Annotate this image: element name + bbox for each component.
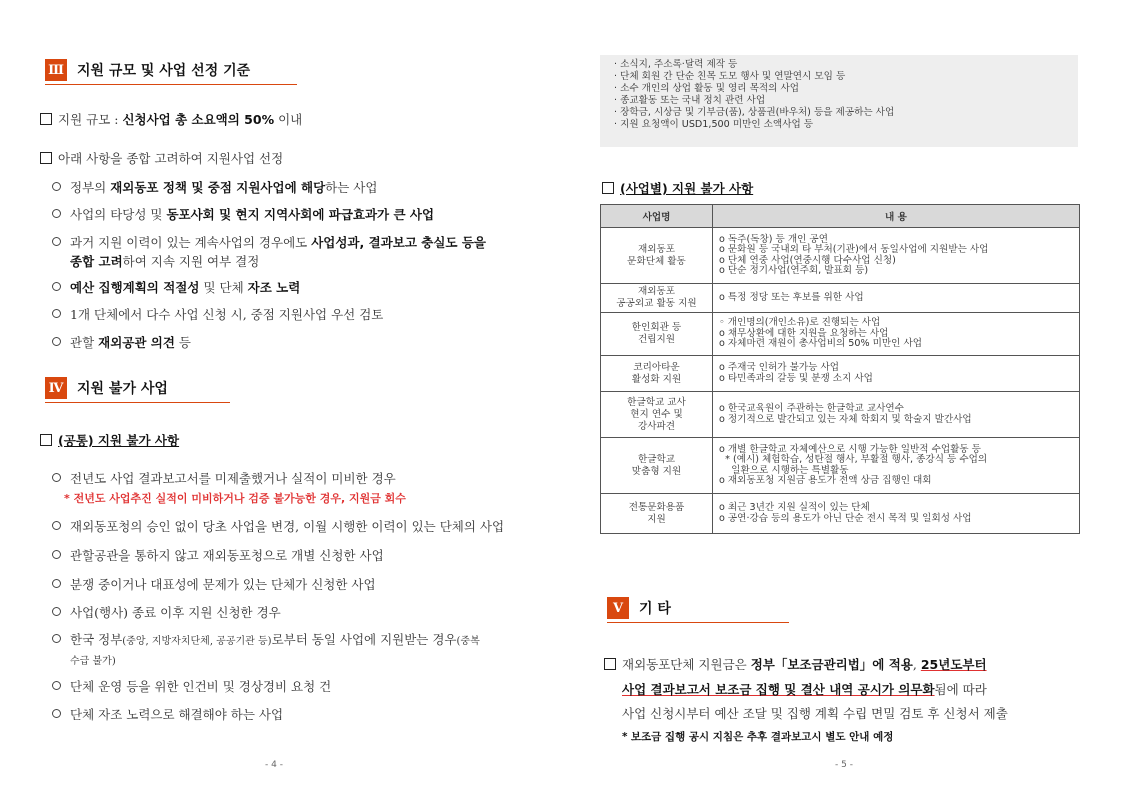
content-line: o 문화원 등 국내외 타 부처(기관)에서 동일사업에 지원받는 사업 [719, 244, 989, 255]
criteria-intro-text: 아래 사항을 종합 고려하여 지원사업 선정 [58, 151, 284, 166]
criteria-bullet-6-bold: 재외공관 의견 [98, 335, 175, 350]
criteria-bullet-6-post: 등 [174, 335, 191, 350]
content-line: o 단순 정기사업(연주회, 발표회 등) [719, 265, 869, 276]
table-row [601, 438, 1080, 494]
checkbox-icon [40, 434, 52, 446]
content-line: o 재외동포청 지원금 용도가 전액 상금 집행인 대회 [719, 475, 932, 486]
project-name-line: 공공외교 활동 지원 [616, 298, 697, 309]
other-note [622, 729, 893, 744]
other-note-text: 보조금 집행 공시 지침은 추후 결과보고시 별도 안내 예정 [630, 731, 894, 743]
table-cell-content [713, 356, 1080, 392]
project-name-line: 전통문화용품 [628, 501, 685, 513]
criteria-bullet-1-pre: 정부의 [70, 180, 111, 195]
content-line: o 한국교육원이 주관하는 한글학교 교사연수 [719, 403, 904, 414]
table-header-row [601, 205, 1080, 228]
table-cell-content [713, 392, 1080, 438]
content-line: o 공연·강습 등의 용도가 아닌 단순 전시 목적 및 일회성 사업 [719, 512, 972, 524]
restriction-6-small: (중앙, 지방자치단체, 공공기관 등) [122, 636, 272, 647]
criteria-bullet-4-post: 및 단체 [199, 280, 248, 295]
section-4-number: Ⅳ [45, 377, 67, 399]
common-restrictions-title: (공통) 지원 불가 사항 [58, 433, 180, 448]
bullet-circle-icon [52, 521, 61, 530]
content-line: o 단체 연중 사업(연중시행 다수사업 신청) [719, 254, 896, 266]
criteria-bullet-3-cont-post: 하여 지속 지원 여부 결정 [122, 254, 260, 269]
project-name-line: 한글학교 교사 [627, 396, 686, 408]
table-cell-content [713, 284, 1080, 313]
bullet-circle-icon [52, 337, 61, 346]
table-cell-content [713, 228, 1080, 284]
table-header-project: 사업명 [601, 205, 713, 228]
project-name-line: 지원 [647, 513, 666, 525]
criteria-bullet-3-cont-bold: 종합 고려 [70, 254, 123, 269]
restriction-7-text: 단체 운영 등을 위한 인건비 및 경상경비 요청 건 [70, 679, 332, 694]
section-4-heading [45, 377, 168, 399]
content-line: o 독주(독창) 등 개인 공연 [719, 233, 828, 245]
restriction-6-mid: 로부터 동일 사업에 지원받는 경우 [271, 632, 457, 647]
criteria-bullet-3-bold: 사업성과, 결과보고 충실도 등을 [311, 235, 486, 250]
table-header-content: 내 용 [713, 205, 1080, 228]
project-name-line: 재외동포 [637, 286, 676, 297]
criteria-intro [40, 149, 283, 167]
excluded-item: · 지원 요청액이 USD1,500 미만인 소액사업 등 [614, 119, 814, 130]
per-project-restrictions-title: (사업별) 지원 불가 사항 [620, 181, 754, 196]
restriction-1-text: 전년도 사업 결과보고서를 미제출했거나 실적이 미비한 경우 [70, 471, 396, 486]
checkbox-icon [602, 182, 614, 194]
bullet-circle-icon [52, 634, 61, 643]
content-line: 일환으로 시행하는 특별활동 [719, 464, 849, 476]
criteria-bullet-3 [52, 233, 486, 251]
restriction-5-text: 사업(행사) 종료 이후 지원 신청한 경우 [70, 605, 281, 620]
bullet-circle-icon [52, 182, 61, 191]
criteria-bullet-2-bold: 동포사회 및 현지 지역사회에 파급효과가 큰 사업 [166, 207, 435, 222]
section-3-number: Ⅲ [45, 59, 67, 81]
criteria-bullet-1-post: 하는 사업 [325, 180, 378, 195]
criteria-bullet-1 [52, 178, 377, 196]
restriction-8 [52, 705, 283, 723]
restriction-1 [52, 469, 396, 487]
bullet-circle-icon [52, 309, 61, 318]
restriction-2-text: 재외동포청의 승인 없이 당초 사업을 변경, 이월 시행한 이력이 있는 단체의 사업 [70, 519, 505, 534]
right-page [560, 0, 1121, 793]
criteria-bullet-4 [52, 278, 300, 296]
other-line-1-bold2: 25년도부터 [920, 657, 987, 672]
other-line-3: 사업 신청시부터 예산 조달 및 집행 계획 수립 면밀 검토 후 신청서 제출 [622, 706, 1008, 721]
criteria-bullet-2-pre: 사업의 타당성 및 [70, 207, 167, 222]
criteria-bullet-5-text: 1개 단체에서 다수 사업 신청 시, 중점 지원사업 우선 검토 [70, 307, 384, 322]
project-name-line: 활성화 지원 [631, 373, 682, 385]
table-cell-content [713, 494, 1080, 534]
criteria-bullet-1-bold: 재외동포 정책 및 중점 지원사업에 해당 [110, 180, 326, 195]
table-row [601, 313, 1080, 356]
per-project-restrictions-heading [602, 179, 753, 197]
left-page [0, 0, 560, 793]
restrictions-table [600, 204, 1080, 534]
table-row [601, 228, 1080, 284]
checkbox-icon [604, 658, 616, 670]
table-row [601, 392, 1080, 438]
content-line: * (예시) 체험학습, 성탄절 행사, 부활절 행사, 종강식 등 수업의 [719, 454, 988, 465]
restriction-6-small2: (중복 [456, 636, 480, 647]
bullet-circle-icon [52, 473, 61, 482]
criteria-bullet-2 [52, 205, 434, 223]
table-cell-project [601, 313, 713, 356]
content-line: o 채무상환에 대한 지원을 요청하는 사업 [719, 327, 889, 339]
bullet-circle-icon [52, 550, 61, 559]
bullet-circle-icon [52, 709, 61, 718]
criteria-bullet-6 [52, 333, 191, 351]
page-number-right: - 5 - [835, 760, 853, 770]
project-name-line: 건립지원 [637, 334, 676, 345]
excluded-item: · 단체 회원 간 단순 친목 도모 행사 및 연말연시 모임 등 [614, 71, 846, 82]
table-cell-project [601, 356, 713, 392]
project-name-line: 강사파견 [637, 420, 676, 432]
project-name-line: 맞춤형 지원 [631, 465, 682, 477]
restriction-3 [52, 546, 384, 564]
other-line-2-bold: 사업 결과보고서 보조금 집행 및 결산 내역 공시가 의무화 [622, 682, 935, 697]
checkbox-icon [40, 113, 52, 125]
restriction-4-text: 분쟁 중이거나 대표성에 문제가 있는 단체가 신청한 사업 [70, 577, 376, 592]
excluded-items-box [600, 55, 1078, 147]
section-4-underline [45, 402, 230, 403]
content-line: o 최근 3년간 지원 실적이 있는 단체 [719, 502, 870, 513]
bullet-circle-icon [52, 607, 61, 616]
table-cell-content [713, 438, 1080, 494]
section-3-underline [45, 84, 297, 85]
criteria-bullet-3-pre: 과거 지원 이력이 있는 계속사업의 경우에도 [70, 235, 312, 250]
table-row [601, 494, 1080, 534]
section-5-underline [607, 622, 789, 623]
criteria-bullet-6-pre: 관할 [70, 335, 99, 350]
restriction-8-text: 단체 자조 노력으로 해결해야 하는 사업 [70, 707, 284, 722]
table-cell-project [601, 284, 713, 313]
table-cell-project [601, 438, 713, 494]
table-cell-project [601, 228, 713, 284]
restriction-4 [52, 575, 376, 593]
restriction-5 [52, 603, 281, 621]
bullet-circle-icon [52, 237, 61, 246]
criteria-bullet-3-cont [70, 252, 259, 270]
support-scale-tail: 이내 [274, 112, 303, 127]
content-line: o 자체마련 재원이 총사업비의 50% 미만인 사업 [719, 338, 923, 350]
project-name-line: 현지 연수 및 [630, 408, 683, 420]
content-line: o 타민족과의 갈등 및 분쟁 소지 사업 [719, 372, 873, 384]
restriction-3-text: 관할공관을 통하지 않고 재외동포청으로 개별 신청한 사업 [70, 548, 384, 563]
excluded-item: · 소식지, 주소록·달력 제작 등 [614, 59, 738, 70]
criteria-bullet-4-bold: 예산 집행계획의 적절성 [70, 280, 200, 295]
bullet-circle-icon [52, 282, 61, 291]
section-5-number: Ⅴ [607, 597, 629, 619]
restriction-6 [52, 630, 480, 648]
content-line: o 주재국 인허가 불가능 사업 [719, 362, 840, 373]
content-line: o 특정 정당 또는 후보를 위한 사업 [719, 291, 864, 303]
project-name-line: 재외동포 [637, 243, 676, 255]
excluded-item: · 소수 개인의 상업 활동 및 영리 목적의 사업 [614, 83, 799, 94]
restriction-7 [52, 677, 331, 695]
content-line: o 정기적으로 발간되고 있는 자체 학회지 및 학술지 발간사업 [719, 413, 972, 425]
bullet-circle-icon [52, 579, 61, 588]
excluded-item: · 장학금, 시상금 및 기부금(품), 상품권(바우처) 등을 제공하는 사업 [614, 107, 895, 118]
other-line-1-bold: 정부「보조금관리법」에 적용 [750, 657, 913, 672]
other-line-1-mid: , [912, 657, 921, 672]
project-name-line: 코리아타운 [633, 361, 680, 373]
bullet-circle-icon [52, 681, 61, 690]
restriction-6-cont: 수급 불가) [70, 656, 116, 667]
restriction-6-pre: 한국 정부 [70, 632, 123, 647]
criteria-bullet-4-bold2: 자조 노력 [247, 280, 301, 295]
project-name-line: 문화단체 활동 [627, 255, 686, 267]
table-cell-project [601, 494, 713, 534]
project-name-line: 한인회관 등 [631, 322, 682, 333]
red-warning-note: * 전년도 사업추진 실적이 미비하거나 검증 불가능한 경우, 지원금 회수 [64, 492, 406, 505]
bullet-circle-icon [52, 209, 61, 218]
section-3-title: 지원 규모 및 사업 선정 기준 [77, 63, 251, 79]
table-row [601, 284, 1080, 313]
other-line-1 [604, 655, 987, 673]
section-5-title: 기 타 [639, 601, 671, 617]
content-line: o 개별 한글학교 자체예산으로 시행 가능한 일반적 수업활동 등 [719, 443, 981, 455]
restriction-2 [52, 517, 504, 535]
section-3-heading [45, 59, 250, 81]
other-line-1-pre: 재외동포단체 지원금은 [622, 657, 751, 672]
table-row [601, 356, 1080, 392]
other-line-2-post: 됨에 따라 [934, 682, 987, 697]
support-scale-bold: 신청사업 총 소요액의 50% [122, 112, 275, 127]
table-cell-project [601, 392, 713, 438]
content-line: ◦ 개인명의(개인소유)로 진행되는 사업 [719, 317, 881, 329]
other-line-2 [622, 680, 987, 698]
other-note-mark: * [622, 731, 628, 743]
section-4-title: 지원 불가 사업 [77, 381, 168, 397]
page-number-left: - 4 - [265, 760, 283, 770]
criteria-bullet-5 [52, 305, 383, 323]
table-cell-content [713, 313, 1080, 356]
support-scale-line [40, 110, 302, 128]
excluded-item: · 종교활동 또는 국내 정치 관련 사업 [614, 95, 766, 106]
project-name-line: 한글학교 [637, 453, 676, 465]
support-scale-label: 지원 규모 : [58, 112, 123, 127]
section-5-heading [607, 597, 671, 619]
common-restrictions-heading [40, 431, 179, 449]
checkbox-icon [40, 152, 52, 164]
